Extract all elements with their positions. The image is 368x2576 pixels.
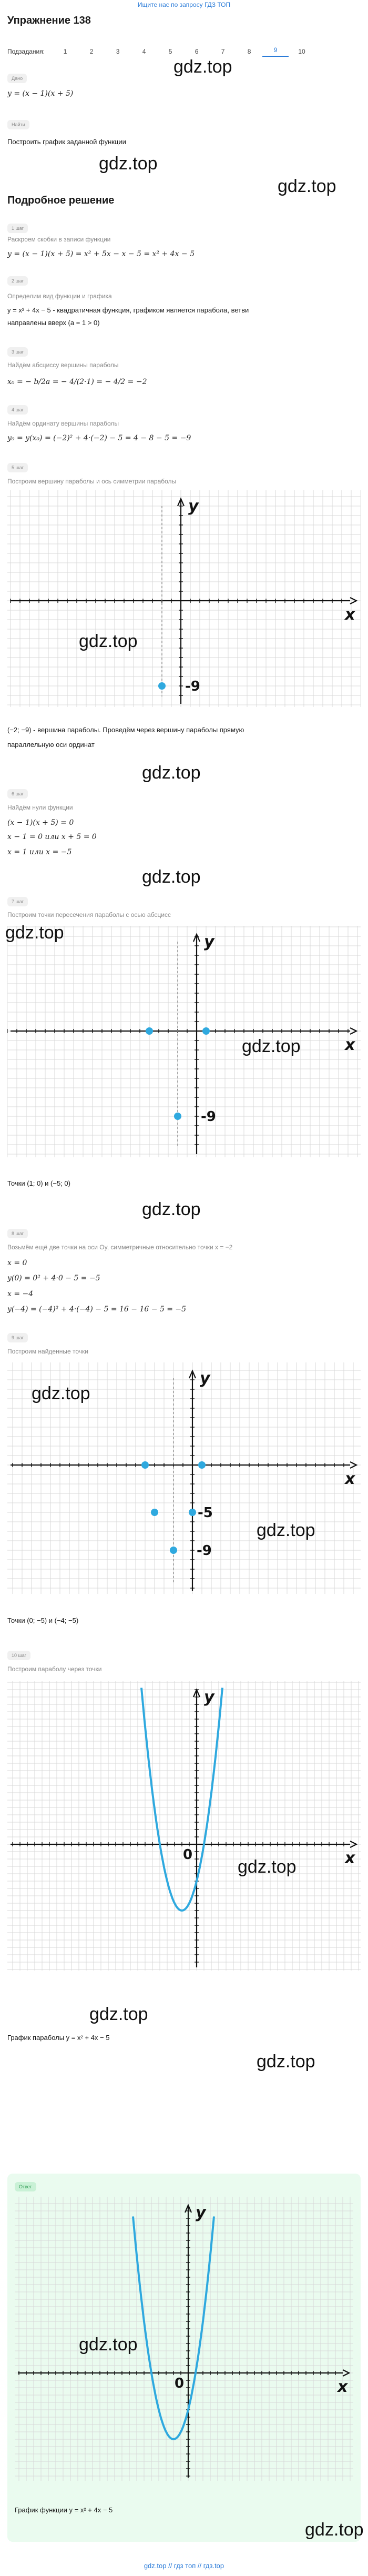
graph-parabola (7, 1681, 361, 1971)
subtask-label: Подзадания: (7, 48, 45, 55)
step-line: x = 1 или x = −5 (7, 848, 72, 856)
watermark: gdz.top (257, 1520, 315, 1540)
step-caption: Возьмём ещё две точки на оси Oy, симметричные относительно точки x = −2 (7, 1244, 233, 1251)
step-pill: 4 шаг (7, 405, 28, 415)
footer-links[interactable]: gdz.top // гдз топ // гдз.top (144, 2562, 224, 2570)
graph-vertex (7, 490, 361, 707)
step-formula: y₀ = y(x₀) = (−2)² + 4·(−2) − 5 = 4 − 8 − 5 = −9 (7, 434, 191, 442)
step-line: x = −4 (7, 1290, 34, 1298)
step-pill: 5 шаг (7, 463, 28, 472)
watermark: gdz.top (32, 1383, 90, 1403)
step-line: (x − 1)(x + 5) = 0 (7, 819, 74, 827)
label-zero: 0 (183, 1847, 193, 1863)
step-text: параллельную оси ординат (7, 741, 95, 749)
answer-pill: Ответ (15, 2182, 36, 2191)
watermark: gdz.top (5, 923, 64, 943)
graph-answer (15, 2197, 353, 2481)
step-pill: 7 шаг (7, 897, 28, 906)
subtask-8[interactable]: 8 (247, 48, 251, 55)
step-text: График параболы y = x² + 4x − 5 (7, 2034, 110, 2042)
side-point (151, 1509, 158, 1516)
step-caption: Найдём абсциссу вершины параболы (7, 361, 119, 369)
step-pill: 6 шаг (7, 789, 28, 799)
step-pill: 9 шаг (7, 1333, 28, 1342)
step-caption: Раскроем скобки в записи функции (7, 236, 111, 243)
watermark: gdz.top (173, 57, 232, 77)
watermark: gdz.top (79, 2335, 138, 2355)
watermark: gdz.top (238, 1857, 297, 1877)
step-caption: Построим параболу через точки (7, 1665, 102, 1673)
y-axis-label: y (188, 497, 199, 516)
watermark: gdz.top (305, 2520, 364, 2540)
subtask-5[interactable]: 5 (168, 48, 172, 55)
step-text: Точки (0; −5) и (−4; −5) (7, 1617, 79, 1624)
find-text: Построить график заданной функции (7, 138, 126, 146)
given-pill: Дано (7, 74, 27, 83)
solution-title: Подробное решение (7, 195, 115, 206)
step-line: y(0) = 0² + 4·0 − 5 = −5 (7, 1274, 100, 1282)
subtask-9[interactable]: 9 (262, 46, 289, 57)
step-line: x − 1 = 0 или x + 5 = 0 (7, 833, 97, 841)
watermark: gdz.top (278, 176, 336, 196)
subtask-4[interactable]: 4 (142, 48, 146, 55)
y-axis-label: y (204, 933, 214, 951)
top-banner[interactable]: Ищите нас по запросу ГДЗ ТОП (137, 1, 231, 8)
step-pill: 3 шаг (7, 347, 28, 357)
step-formula: x₀ = − b/2a = − 4/(2·1) = − 4/2 = −2 (7, 378, 147, 386)
step-line: y(−4) = (−4)² + 4·(−4) − 5 = 16 − 16 − 5 = −5 (7, 1305, 187, 1314)
vertex-point (174, 1113, 181, 1120)
step-caption: Построим найденные точки (7, 1348, 88, 1355)
label-minus-nine: -9 (185, 679, 200, 694)
step-line: x = 0 (7, 1259, 27, 1267)
step-pill: 1 шаг (7, 224, 28, 233)
step-pill: 8 шаг (7, 1229, 28, 1238)
given-formula: y = (x − 1)(x + 5) (7, 89, 74, 98)
step-caption: Определим вид функции и графика (7, 292, 112, 300)
subtask-nav (7, 46, 315, 57)
subtask-3[interactable]: 3 (116, 48, 120, 55)
side-point (189, 1509, 196, 1516)
x-axis-label: x (345, 605, 355, 624)
step-caption: Построим вершину параболы и ось симметрии параболы (7, 478, 177, 485)
subtask-6[interactable]: 6 (195, 48, 199, 55)
label-minus-nine: -9 (197, 1543, 212, 1559)
step-caption: Построим точки пересечения параболы с осью абсцисс (7, 911, 171, 918)
subtask-1[interactable]: 1 (63, 48, 67, 55)
y-axis-label: y (196, 2204, 206, 2222)
page-title: Упражнение 138 (7, 15, 91, 26)
subtask-10[interactable]: 10 (298, 48, 305, 55)
step-text: (−2; −9) - вершина параболы. Проведём через вершину параболы прямую (7, 726, 244, 734)
watermark: gdz.top (242, 1036, 301, 1056)
watermark: gdz.top (142, 867, 201, 887)
watermark: gdz.top (99, 154, 158, 174)
root-point (202, 1027, 210, 1035)
y-axis-label: y (200, 1369, 210, 1388)
step-text: направлены вверх (a = 1 > 0) (7, 319, 100, 327)
root-point (141, 1461, 149, 1469)
label-zero: 0 (175, 2376, 185, 2391)
x-axis-label: x (345, 1849, 355, 1867)
subtask-7[interactable]: 7 (221, 48, 225, 55)
watermark: gdz.top (142, 763, 201, 783)
answer-caption: График функции y = x² + 4x − 5 (15, 2506, 113, 2514)
vertex-point (170, 1547, 177, 1554)
step-caption: Найдём нули функции (7, 804, 73, 811)
x-axis-label: x (338, 2378, 348, 2396)
step-text: y = x² + 4x − 5 - квадратичная функция, графиком является парабола, ветви (7, 306, 249, 314)
x-axis-label: x (345, 1470, 355, 1488)
step-formula: y = (x − 1)(x + 5) = x² + 5x − x − 5 = x² + 4x − 5 (7, 250, 195, 258)
watermark: gdz.top (89, 2004, 148, 2024)
step-caption: Найдём ординату вершины параболы (7, 420, 119, 427)
step-pill: 10 шаг (7, 1651, 30, 1660)
watermark: gdz.top (79, 631, 138, 651)
vertex-point (158, 682, 166, 690)
y-axis-label: y (204, 1688, 214, 1706)
label-minus-nine: -9 (201, 1109, 216, 1125)
label-minus-five: -5 (198, 1505, 213, 1521)
watermark: gdz.top (257, 2052, 315, 2072)
root-point (198, 1461, 206, 1469)
subtask-2[interactable]: 2 (89, 48, 94, 55)
watermark: gdz.top (142, 1199, 201, 1219)
step-text: Точки (1; 0) и (−5; 0) (7, 1179, 70, 1187)
root-point (146, 1027, 153, 1035)
step-pill: 2 шаг (7, 276, 28, 286)
x-axis-label: x (345, 1036, 355, 1054)
graph-roots (7, 926, 361, 1157)
find-pill: Найти (7, 120, 29, 129)
